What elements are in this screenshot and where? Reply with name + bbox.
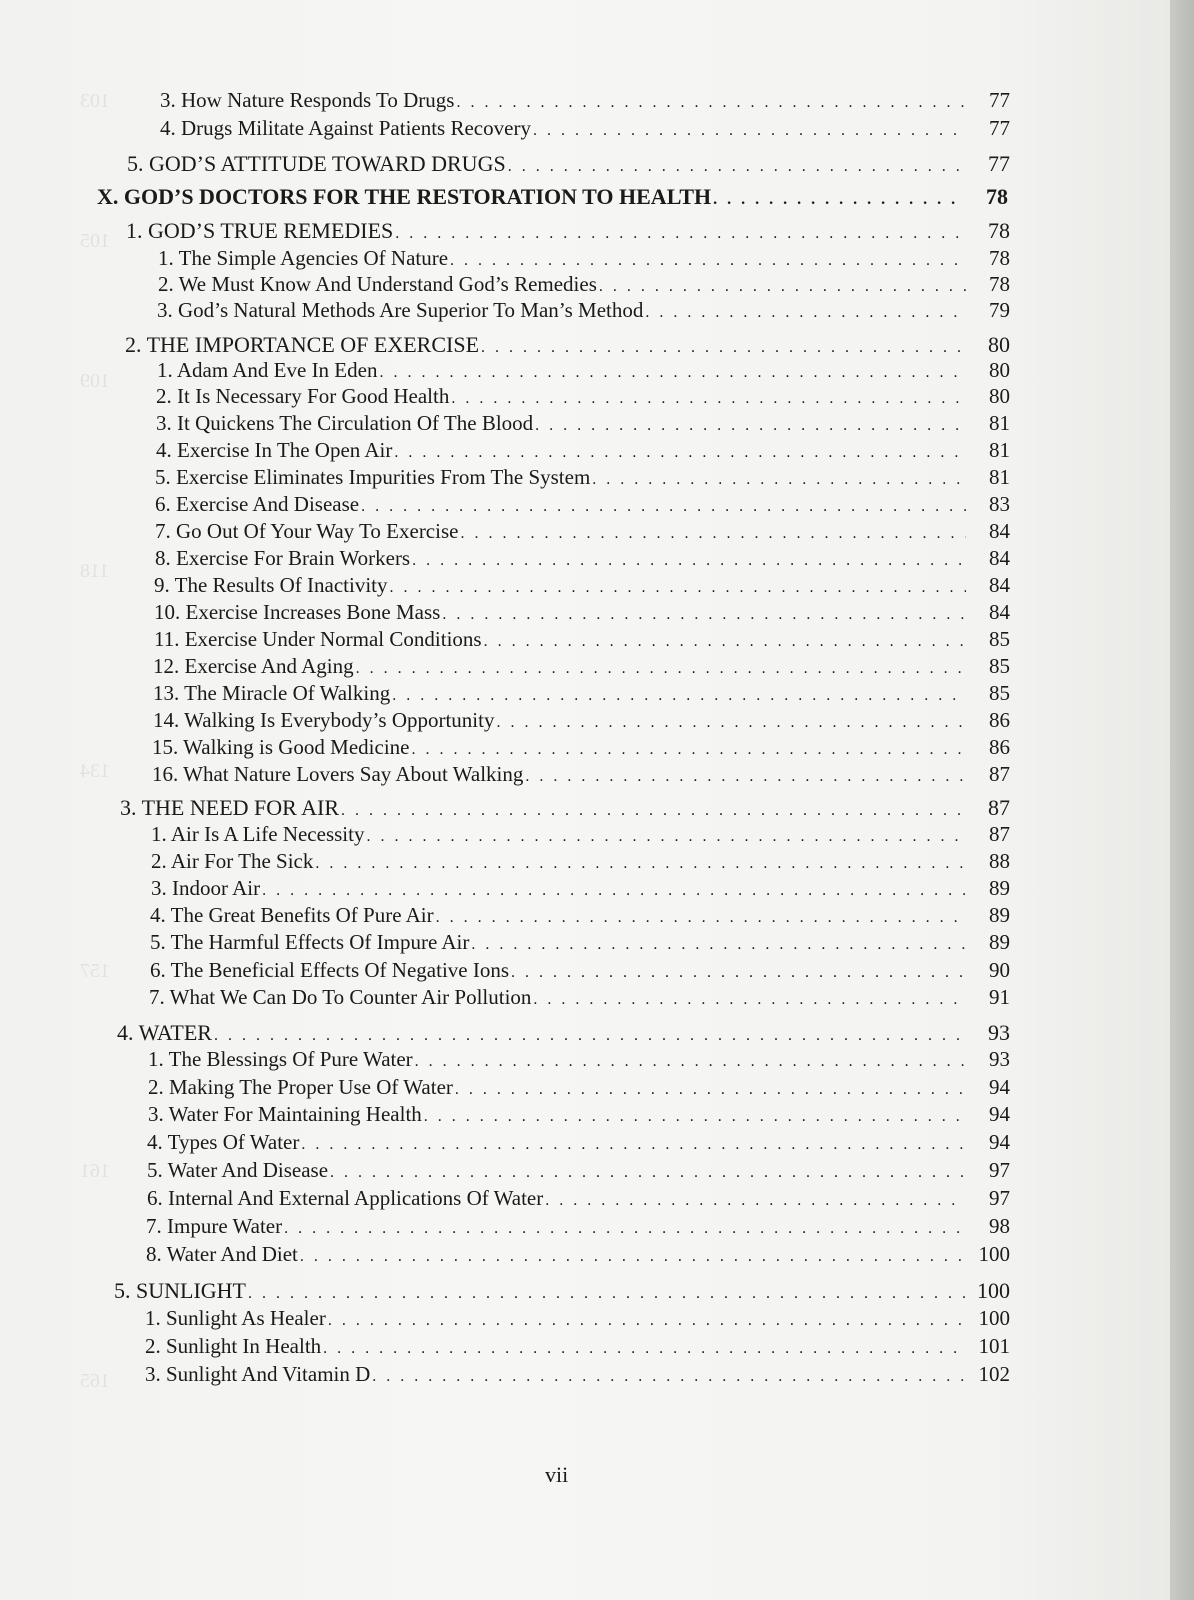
dot-leader <box>284 1214 966 1239</box>
toc-entry-label: 8. Water And Diet <box>146 1242 298 1266</box>
toc-entry-label: 1. The Simple Agencies Of Nature <box>158 246 449 270</box>
toc-entry-page-number: 93 <box>989 1047 1010 1071</box>
toc-section-entry <box>117 1020 1010 1046</box>
dot-leader <box>411 735 966 760</box>
dot-leader <box>262 876 966 901</box>
toc-subsection-entry <box>156 438 1010 464</box>
dot-leader <box>511 958 966 983</box>
toc-entry-page-number: 100 <box>978 1242 1010 1266</box>
toc-entry-page-number: 94 <box>989 1130 1010 1154</box>
toc-subsection-entry <box>150 930 1010 956</box>
toc-entry-page-number: 102 <box>978 1362 1010 1386</box>
dot-leader <box>415 1047 966 1072</box>
toc-entry-page-number: 80 <box>988 332 1010 357</box>
toc-entry-label: 5. Water And Disease <box>147 1158 329 1182</box>
toc-entry-label: 1. Air Is A Life Necessity <box>151 822 365 846</box>
toc-entry-label: 1. GOD’S TRUE REMEDIES <box>126 218 394 243</box>
dot-leader <box>645 298 966 323</box>
toc-section-entry <box>126 218 1010 244</box>
toc-entry-page-number: 91 <box>989 985 1010 1009</box>
toc-subsection-entry <box>153 654 1010 680</box>
toc-entry-label: 4. WATER <box>117 1020 212 1045</box>
toc-entry-label: 2. Making The Proper Use Of Water <box>148 1075 453 1099</box>
toc-entry-page-number: 89 <box>989 930 1010 954</box>
toc-entry-label: 3. It Quickens The Circulation Of The Blood <box>156 411 534 435</box>
toc-entry-label: 13. The Miracle Of Walking <box>153 681 391 705</box>
toc-subsection-entry <box>153 708 1010 734</box>
dot-leader <box>481 332 966 358</box>
toc-entry-page-number: 87 <box>989 822 1010 846</box>
toc-subsection-entry <box>146 1214 1010 1240</box>
toc-entry-label: 1. The Blessings Of Pure Water <box>148 1047 413 1071</box>
toc-entry-label: 4. Types Of Water <box>147 1130 300 1154</box>
toc-entry-label: 1. Adam And Eve In Eden <box>157 358 378 382</box>
toc-subsection-entry <box>151 876 1010 902</box>
toc-entry-page-number: 98 <box>989 1214 1010 1238</box>
toc-entry-page-number: 77 <box>989 116 1010 140</box>
toc-entry-page-number: 89 <box>989 903 1010 927</box>
toc-subsection-entry <box>156 384 1010 410</box>
toc-subsection-entry <box>157 298 1010 324</box>
toc-entry-page-number: 81 <box>989 438 1010 462</box>
toc-entry-page-number: 85 <box>989 627 1010 651</box>
page-edge <box>1170 0 1194 1600</box>
toc-entry-label: 3. God’s Natural Methods Are Superior To Man’s Method <box>157 298 644 322</box>
toc-subsection-entry <box>155 492 1010 518</box>
toc-entry-label: 5. SUNLIGHT <box>114 1278 246 1303</box>
dot-leader <box>442 600 966 625</box>
toc-subsection-entry <box>155 465 1010 491</box>
toc-subsection-entry <box>157 358 1010 384</box>
toc-entry-label: X. GOD’S DOCTORS FOR THE RESTORATION TO HEALTH <box>97 184 712 209</box>
toc-entry-label: 3. How Nature Responds To Drugs <box>160 88 455 112</box>
dot-leader <box>392 681 966 706</box>
toc-entry-label: 5. GOD’S ATTITUDE TOWARD DRUGS <box>127 151 506 176</box>
dot-leader <box>496 708 966 733</box>
dot-leader <box>395 218 966 244</box>
toc-entry-label: 1. Sunlight As Healer <box>145 1306 326 1330</box>
toc-entry-page-number: 86 <box>989 735 1010 759</box>
dot-leader <box>300 1242 966 1267</box>
toc-entry-page-number: 100 <box>978 1306 1010 1330</box>
dot-leader <box>451 384 966 409</box>
toc-section-entry <box>120 795 1010 821</box>
toc-entry-page-number: 77 <box>988 151 1010 176</box>
dot-leader <box>412 546 966 571</box>
toc-entry-page-number: 97 <box>989 1158 1010 1182</box>
bleed-through-text: 161 <box>80 1160 110 1182</box>
dot-leader <box>372 1362 966 1387</box>
toc-entry-label: 11. Exercise Under Normal Conditions <box>154 627 482 651</box>
toc-entry-label: 15. Walking is Good Medicine <box>152 735 410 759</box>
toc-subsection-entry <box>145 1362 1010 1388</box>
page-number-footer: vii <box>545 1462 569 1487</box>
bleed-through-text: 165 <box>80 1370 110 1392</box>
toc-entry-label: 8. Exercise For Brain Workers <box>155 546 411 570</box>
toc-entry-page-number: 80 <box>989 358 1010 382</box>
bleed-through-text: 134 <box>80 760 110 782</box>
toc-subsection-entry <box>160 88 1010 114</box>
dot-leader <box>248 1278 966 1304</box>
toc-subsection-entry <box>150 903 1010 929</box>
toc-subsection-entry <box>154 600 1010 626</box>
bleed-through-text: 118 <box>80 560 110 582</box>
toc-subsection-entry <box>145 1334 1010 1360</box>
toc-entry-page-number: 79 <box>989 298 1010 322</box>
toc-entry-page-number: 83 <box>989 492 1010 516</box>
toc-subsection-entry <box>151 822 1010 848</box>
toc-subsection-entry <box>155 519 1010 545</box>
dot-leader <box>455 1075 966 1100</box>
toc-entry-page-number: 78 <box>986 184 1008 209</box>
dot-leader <box>315 849 966 874</box>
toc-entry-page-number: 80 <box>989 384 1010 408</box>
toc-subsection-entry <box>147 1158 1010 1184</box>
toc-entry-page-number: 94 <box>989 1075 1010 1099</box>
toc-entry-label: 3. THE NEED FOR AIR <box>120 795 339 820</box>
toc-subsection-entry <box>155 546 1010 572</box>
toc-entry-page-number: 100 <box>977 1278 1010 1303</box>
toc-entry-page-number: 81 <box>989 465 1010 489</box>
toc-subsection-entry <box>153 681 1010 707</box>
toc-entry-page-number: 78 <box>989 272 1010 296</box>
toc-entry-page-number: 88 <box>989 849 1010 873</box>
toc-entry-label: 7. Go Out Of Your Way To Exercise <box>155 519 459 543</box>
toc-entry-page-number: 90 <box>989 958 1010 982</box>
toc-subsection-entry <box>148 1047 1010 1073</box>
toc-subsection-entry <box>154 627 1010 653</box>
toc-entry-page-number: 93 <box>988 1020 1010 1045</box>
toc-entry-label: 4. Drugs Militate Against Patients Recovery <box>160 116 531 140</box>
toc-subsection-entry <box>146 1242 1010 1268</box>
toc-entry-label: 14. Walking Is Everybody’s Opportunity <box>153 708 495 732</box>
bleed-through-text: 109 <box>80 370 110 392</box>
toc-subsection-entry <box>160 116 1010 142</box>
dot-leader <box>599 272 966 297</box>
toc-entry-page-number: 84 <box>989 600 1010 624</box>
toc-entry-label: 4. The Great Benefits Of Pure Air <box>150 903 434 927</box>
dot-leader <box>471 930 966 955</box>
toc-entry-page-number: 77 <box>989 88 1010 112</box>
toc-entry-label: 6. Internal And External Applications Of Water <box>147 1186 544 1210</box>
toc-entry-label: 3. Sunlight And Vitamin D <box>145 1362 371 1386</box>
toc-entry-page-number: 85 <box>989 681 1010 705</box>
toc-entry-label: 2. Sunlight In Health <box>145 1334 322 1358</box>
toc-entry-label: 5. The Harmful Effects Of Impure Air <box>150 930 470 954</box>
dot-leader <box>356 654 966 679</box>
toc-entry-label: 6. The Beneficial Effects Of Negative Ions <box>150 958 510 982</box>
toc-entry-label: 9. The Results Of Inactivity <box>154 573 388 597</box>
toc-subsection-entry <box>154 573 1010 599</box>
toc-entry-page-number: 87 <box>989 762 1010 786</box>
toc-subsection-entry <box>152 762 1010 788</box>
dot-leader <box>713 184 964 210</box>
toc-entry-label: 12. Exercise And Aging <box>153 654 354 678</box>
bleed-through-text: 103 <box>80 90 110 112</box>
dot-leader <box>545 1186 966 1211</box>
dot-leader <box>366 822 966 847</box>
toc-entry-page-number: 97 <box>989 1186 1010 1210</box>
toc-subsection-entry <box>151 849 1010 875</box>
toc-entry-label: 3. Indoor Air <box>151 876 261 900</box>
dot-leader <box>330 1158 966 1183</box>
toc-entry-label: 2. THE IMPORTANCE OF EXERCISE <box>125 332 480 357</box>
dot-leader <box>456 88 966 113</box>
toc-entry-label: 6. Exercise And Disease <box>155 492 360 516</box>
toc-section-entry <box>114 1278 1010 1304</box>
toc-entry-label: 16. What Nature Lovers Say About Walking <box>152 762 524 786</box>
bleed-through-text: 157 <box>80 960 110 982</box>
toc-subsection-entry <box>156 411 1010 437</box>
toc-entry-page-number: 85 <box>989 654 1010 678</box>
dot-leader <box>436 903 966 928</box>
toc-entry-page-number: 81 <box>989 411 1010 435</box>
dot-leader <box>525 762 966 787</box>
toc-section-entry <box>125 332 1010 358</box>
toc-subsection-entry <box>149 985 1010 1011</box>
toc-entry-page-number: 89 <box>989 876 1010 900</box>
toc-subsection-entry <box>158 246 1010 272</box>
toc-entry-page-number: 87 <box>988 795 1010 820</box>
toc-subsection-entry <box>147 1186 1010 1212</box>
toc-subsection-entry <box>152 735 1010 761</box>
toc-entry-page-number: 78 <box>989 246 1010 270</box>
toc-entry-label: 3. Water For Maintaining Health <box>148 1102 422 1126</box>
dot-leader <box>508 151 966 177</box>
dot-leader <box>460 519 966 544</box>
toc-entry-label: 2. We Must Know And Understand God’s Remedies <box>158 272 597 296</box>
dot-leader <box>301 1130 966 1155</box>
bleed-through-text: 105 <box>80 230 110 252</box>
dot-leader <box>361 492 966 517</box>
toc-subsection-entry <box>148 1102 1010 1128</box>
dot-leader <box>592 465 966 490</box>
toc-entry-page-number: 84 <box>989 546 1010 570</box>
dot-leader <box>341 795 966 821</box>
dot-leader <box>533 985 966 1010</box>
toc-chapter-entry <box>97 184 1008 210</box>
toc-entry-label: 2. Air For The Sick <box>151 849 314 873</box>
toc-subsection-entry <box>150 958 1010 984</box>
toc-entry-label: 7. What We Can Do To Counter Air Pollution <box>149 985 532 1009</box>
dot-leader <box>535 411 966 436</box>
toc-subsection-entry <box>158 272 1010 298</box>
toc-entry-page-number: 86 <box>989 708 1010 732</box>
toc-entry-page-number: 78 <box>988 218 1010 243</box>
dot-leader <box>214 1020 966 1046</box>
dot-leader <box>390 573 967 598</box>
toc-section-entry <box>127 151 1010 177</box>
toc-entry-label: 7. Impure Water <box>146 1214 283 1238</box>
dot-leader <box>394 438 966 463</box>
dot-leader <box>323 1334 966 1359</box>
toc-entry-label: 2. It Is Necessary For Good Health <box>156 384 450 408</box>
toc-entry-page-number: 84 <box>989 519 1010 543</box>
toc-subsection-entry <box>145 1306 1010 1332</box>
dot-leader <box>379 358 966 383</box>
toc-subsection-entry <box>147 1130 1010 1156</box>
dot-leader <box>484 627 966 652</box>
toc-entry-page-number: 94 <box>989 1102 1010 1126</box>
toc-entry-page-number: 101 <box>978 1334 1010 1358</box>
dot-leader <box>424 1102 966 1127</box>
dot-leader <box>450 246 966 271</box>
dot-leader <box>328 1306 966 1331</box>
toc-entry-label: 10. Exercise Increases Bone Mass <box>154 600 441 624</box>
toc-subsection-entry <box>148 1075 1010 1101</box>
dot-leader <box>533 116 966 141</box>
toc-entry-label: 5. Exercise Eliminates Impurities From The System <box>155 465 591 489</box>
toc-entry-label: 4. Exercise In The Open Air <box>156 438 393 462</box>
toc-entry-page-number: 84 <box>989 573 1010 597</box>
